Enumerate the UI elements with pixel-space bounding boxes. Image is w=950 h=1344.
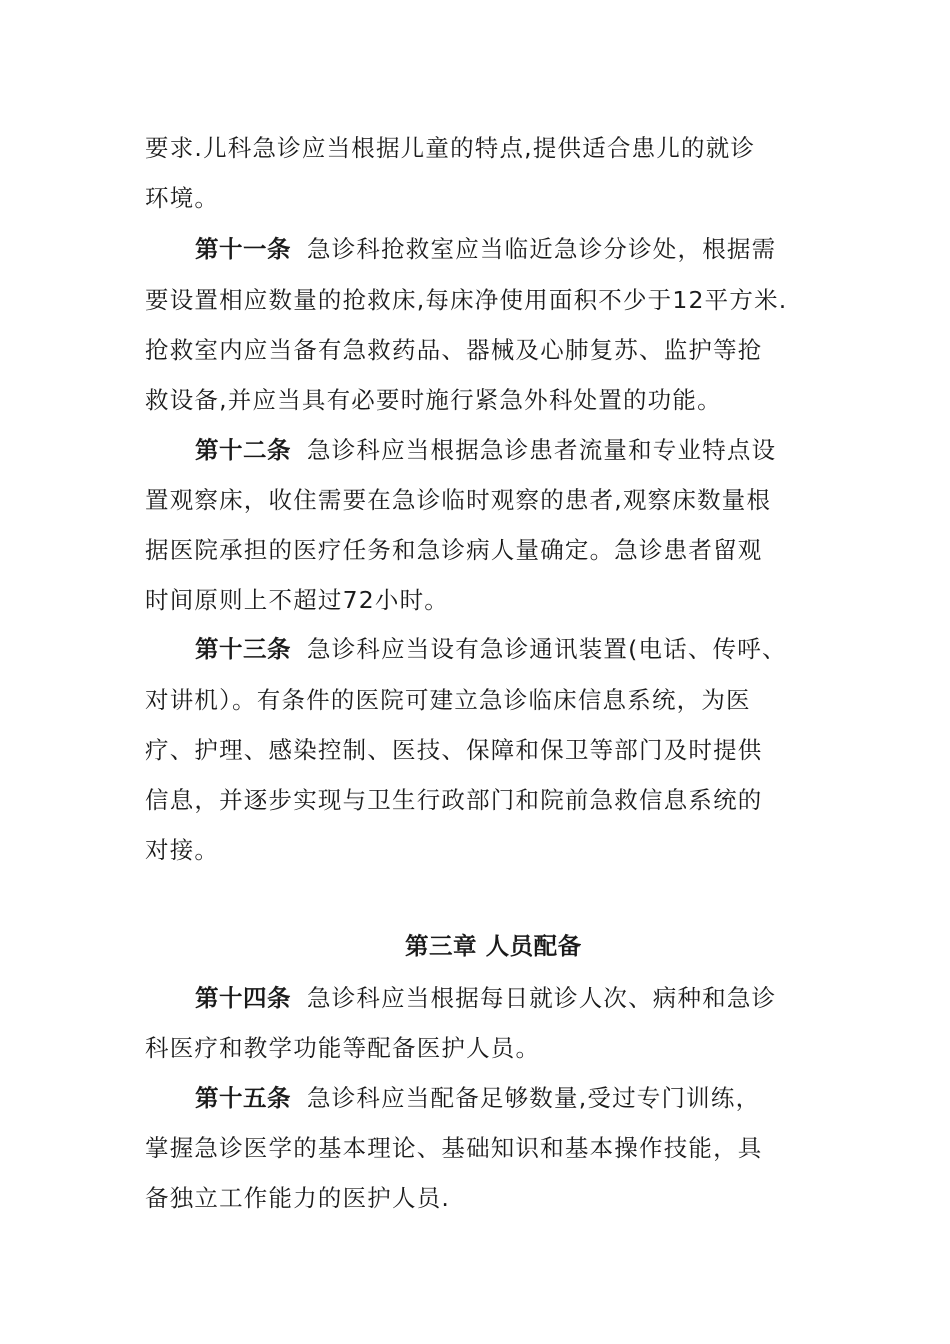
text-line: 要求.儿科急诊应当根据儿童的特点,提供适合患儿的就诊 — [145, 134, 756, 162]
article-label: 第十四条 — [195, 984, 291, 1012]
text-line: 备独立工作能力的医护人员. — [145, 1184, 451, 1212]
article-15: 第十五条 急诊科应当配备足够数量,受过专门训练， — [195, 1084, 761, 1112]
text-line: 信息，并逐步实现与卫生行政部门和院前急救信息系统的 — [145, 786, 763, 814]
text-line: 要设置相应数量的抢救床,每床净使用面积不少于12平方米. — [145, 286, 788, 314]
text-line: 疗、护理、感染控制、医技、保障和保卫等部门及时提供 — [145, 736, 763, 764]
text-line: 抢救室内应当备有急救药品、器械及心肺复苏、监护等抢 — [145, 336, 763, 364]
article-11: 第十一条 急诊科抢救室应当临近急诊分诊处，根据需 — [195, 235, 777, 263]
text-line: 掌握急诊医学的基本理论、基础知识和基本操作技能，具 — [145, 1134, 763, 1162]
article-label: 第十一条 — [195, 235, 291, 263]
article-14: 第十四条 急诊科应当根据每日就诊人次、病种和急诊 — [195, 984, 777, 1012]
chapter-heading: 第三章 人员配备 — [405, 932, 582, 960]
article-label: 第十二条 — [195, 436, 291, 464]
text-line: 救设备,并应当具有必要时施行紧急外科处置的功能。 — [145, 386, 722, 414]
article-12: 第十二条 急诊科应当根据急诊患者流量和专业特点设 — [195, 436, 777, 464]
article-label: 第十五条 — [195, 1084, 291, 1112]
text-line: 对接。 — [145, 836, 220, 864]
text-line: 科医疗和教学功能等配备医护人员。 — [145, 1034, 541, 1062]
article-label: 第十三条 — [195, 635, 291, 663]
text-line: 时间原则上不超过72小时。 — [145, 586, 450, 614]
text-line: 据医院承担的医疗任务和急诊病人量确定。急诊患者留观 — [145, 536, 763, 564]
text-line: 置观察床，收住需要在急诊临时观察的患者,观察床数量根 — [145, 486, 772, 514]
article-13: 第十三条 急诊科应当设有急诊通讯装置(电话、传呼、 — [195, 635, 787, 663]
text-line: 对讲机）。有条件的医院可建立急诊临床信息系统，为医 — [145, 686, 751, 714]
text-line: 环境。 — [145, 184, 220, 212]
